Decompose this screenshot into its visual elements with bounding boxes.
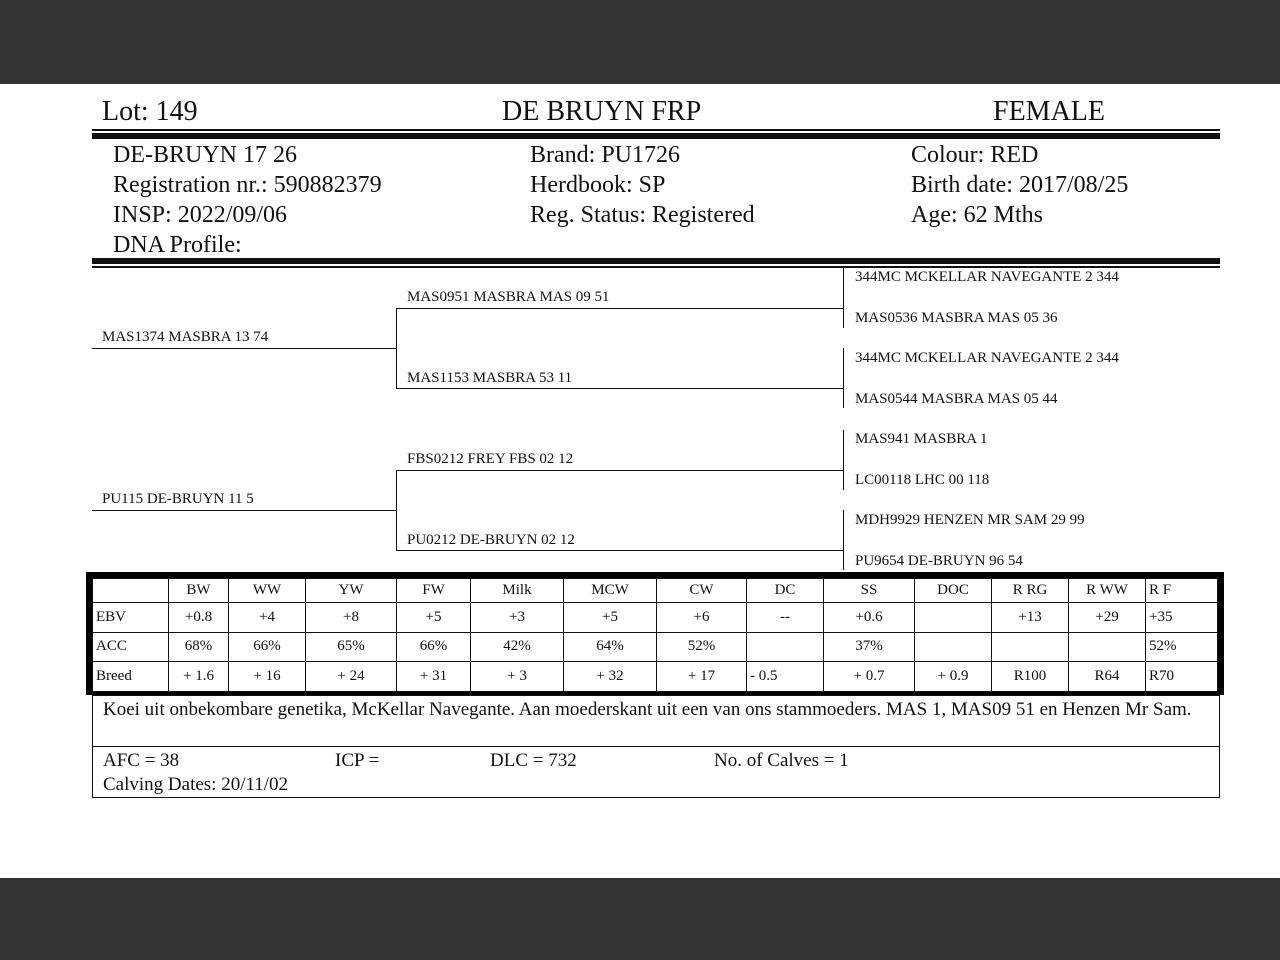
ggp-4: MAS0544 MASBRA MAS 05 44 [855, 391, 1058, 407]
no-of-calves: No. of Calves = 1 [714, 750, 849, 771]
divider [92, 129, 1220, 131]
table-cell: 66% [229, 632, 306, 662]
column-header [93, 579, 169, 603]
table-cell: 37% [824, 632, 915, 662]
insp: INSP: 2022/09/06 [113, 202, 288, 228]
ggp-2: MAS0536 MASBRA MAS 05 36 [855, 310, 1058, 326]
table-cell: + 32 [564, 662, 657, 692]
dam-sire: FBS0212 FREY FBS 02 12 [407, 451, 574, 467]
sex: FEMALE [993, 96, 1105, 127]
table-cell: +35 [1146, 603, 1218, 633]
dna-profile: DNA Profile: [113, 232, 242, 258]
table-row [93, 632, 1218, 662]
column-header: CW [657, 579, 747, 603]
dam-dam: PU0212 DE-BRUYN 02 12 [407, 532, 575, 548]
table-header-row [93, 579, 1218, 603]
column-header: WW [229, 579, 306, 603]
table-cell: -- [747, 603, 824, 633]
table-cell: + 17 [657, 662, 747, 692]
column-header: FW [397, 579, 471, 603]
column-header: MCW [564, 579, 657, 603]
column-header: YW [306, 579, 397, 603]
dlc: DLC = 732 [490, 750, 577, 771]
table-cell: +0.6 [824, 603, 915, 633]
table-cell: + 3 [471, 662, 564, 692]
table-row [93, 603, 1218, 633]
lot-number: Lot: 149 [102, 96, 198, 127]
divider [92, 133, 1220, 139]
table-cell [992, 632, 1069, 662]
table-cell: +8 [306, 603, 397, 633]
table-cell: +13 [992, 603, 1069, 633]
column-header: BW [169, 579, 229, 603]
table-cell: + 0.9 [915, 662, 992, 692]
colour: Colour: RED [911, 142, 1039, 168]
table-cell: 66% [397, 632, 471, 662]
table-cell: +5 [564, 603, 657, 633]
ggp-3: 344MC MCKELLAR NAVEGANTE 2 344 [855, 350, 1119, 366]
reg-status: Reg. Status: Registered [530, 202, 755, 228]
table-cell: 65% [306, 632, 397, 662]
table-cell: +5 [397, 603, 471, 633]
table-cell: +0.8 [169, 603, 229, 633]
table-cell: 52% [657, 632, 747, 662]
notes-box [92, 695, 1220, 798]
age: Age: 62 Mths [911, 202, 1043, 228]
column-header: R F [1146, 579, 1218, 603]
table-cell: 68% [169, 632, 229, 662]
sire-dam: MAS1153 MASBRA 53 11 [407, 370, 573, 386]
column-header: R RG [992, 579, 1069, 603]
table-cell [1069, 632, 1146, 662]
column-header: DOC [915, 579, 992, 603]
table-cell: +3 [471, 603, 564, 633]
breeder-name: DE BRUYN FRP [502, 96, 702, 127]
ggp-6: LC00118 LHC 00 118 [855, 472, 990, 488]
icp: ICP = [335, 750, 380, 771]
row-label: ACC [93, 632, 169, 662]
table-cell: 52% [1146, 632, 1218, 662]
table-cell: + 0.7 [824, 662, 915, 692]
column-header: DC [747, 579, 824, 603]
ggp-7: MDH9929 HENZEN MR SAM 29 99 [855, 512, 1085, 528]
calving-dates: Calving Dates: 20/11/02 [103, 774, 289, 795]
divider [92, 266, 1220, 268]
afc: AFC = 38 [103, 750, 180, 771]
ebv-table [86, 572, 1224, 695]
table-cell: R70 [1146, 662, 1218, 692]
table-cell: + 1.6 [169, 662, 229, 692]
animal-name: DE-BRUYN 17 26 [113, 142, 297, 168]
registration: Registration nr.: 590882379 [113, 172, 382, 198]
dam: PU115 DE-BRUYN 11 5 [102, 491, 254, 507]
ggp-8: PU9654 DE-BRUYN 96 54 [855, 553, 1023, 569]
table-cell: R100 [992, 662, 1069, 692]
table-cell: +29 [1069, 603, 1146, 633]
comment: Koei uit onbekombare genetika, McKellar Navegante. Aan moederskant uit een van ons stammoeders. MAS 1, MAS09 51 en Henzen Mr Sam. [93, 696, 1219, 747]
birth-date: Birth date: 2017/08/25 [911, 172, 1129, 198]
column-header: R WW [1069, 579, 1146, 603]
row-label: EBV [93, 603, 169, 633]
column-header: Milk [471, 579, 564, 603]
table-cell: + 24 [306, 662, 397, 692]
table-cell: +4 [229, 603, 306, 633]
divider [92, 258, 1220, 264]
table-cell [915, 603, 992, 633]
table-cell: - 0.5 [747, 662, 824, 692]
brand: Brand: PU1726 [530, 142, 680, 168]
calving-stats [93, 747, 1219, 797]
table-cell: + 16 [229, 662, 306, 692]
table-cell: 64% [564, 632, 657, 662]
lot-card [0, 84, 1280, 878]
table-cell: +6 [657, 603, 747, 633]
table-cell: R64 [1069, 662, 1146, 692]
ggp-5: MAS941 MASBRA 1 [855, 431, 988, 447]
column-header: SS [824, 579, 915, 603]
row-label: Breed [93, 662, 169, 692]
herdbook: Herdbook: SP [530, 172, 666, 198]
table-row [93, 662, 1218, 692]
table-cell [747, 632, 824, 662]
table-cell [915, 632, 992, 662]
sire: MAS1374 MASBRA 13 74 [102, 329, 269, 345]
table-cell: + 31 [397, 662, 471, 692]
ggp-1: 344MC MCKELLAR NAVEGANTE 2 344 [855, 269, 1119, 285]
sire-sire: MAS0951 MASBRA MAS 09 51 [407, 289, 610, 305]
table-cell: 42% [471, 632, 564, 662]
